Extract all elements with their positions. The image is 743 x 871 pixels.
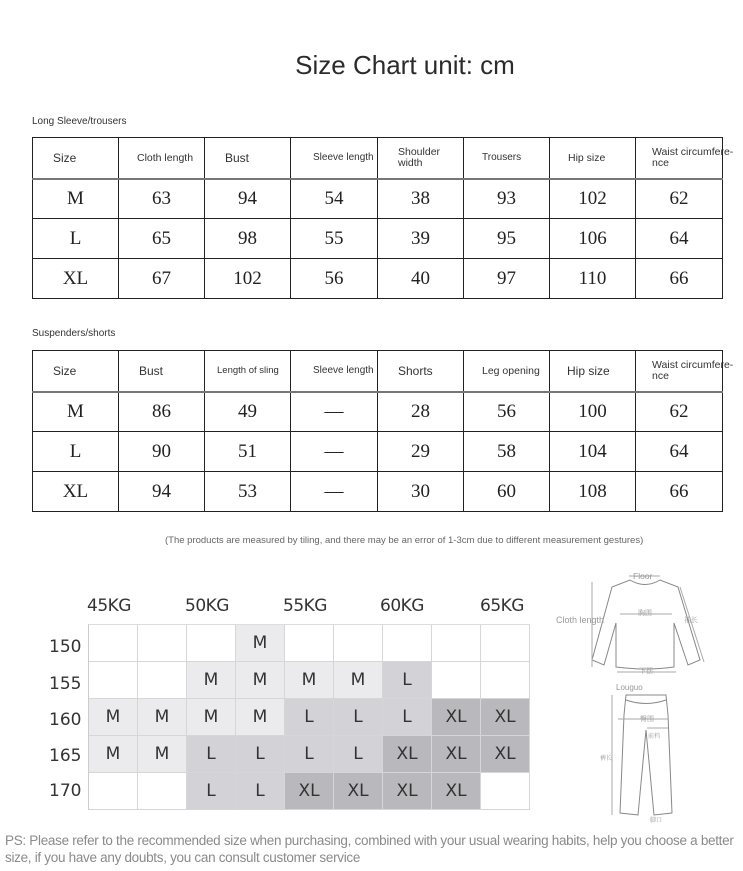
size-grid-cell: L xyxy=(383,699,432,736)
size-grid-cell: M xyxy=(334,662,383,699)
size-cell: XL xyxy=(33,472,119,512)
table-cell: 56 xyxy=(291,259,378,299)
diagram-label-hem: 下摆 xyxy=(639,668,653,675)
size-cell: XL xyxy=(33,259,119,299)
size-cell: M xyxy=(33,392,119,432)
size-grid-cell: L xyxy=(334,736,383,773)
table-cell: 67 xyxy=(119,259,205,299)
size-grid-cell xyxy=(481,773,530,810)
table-cell: 95 xyxy=(464,219,550,259)
size-cell: M xyxy=(33,179,119,219)
size-grid-cell: L xyxy=(187,736,236,773)
table-cell: 66 xyxy=(636,472,723,512)
size-grid-cell: L xyxy=(285,699,334,736)
table-cell: 62 xyxy=(636,392,723,432)
table-row xyxy=(33,392,723,432)
size-grid-cell: M xyxy=(187,662,236,699)
page-title: Size Chart unit: cm xyxy=(295,50,515,80)
size-grid-cell: M xyxy=(285,662,334,699)
table-cell: 49 xyxy=(205,392,291,432)
size-grid-cell xyxy=(432,662,481,699)
size-grid-cell: M xyxy=(89,699,138,736)
header-cell: Bust xyxy=(205,138,291,179)
ps-note: PS: Please refer to the recommended size when purchasing, combined with your usual wearing habits, help you choose a better size, if you have any doubts, you can consult customer service xyxy=(5,833,734,865)
table-cell: 56 xyxy=(464,392,550,432)
size-grid-cell: L xyxy=(383,662,432,699)
size-grid-cell xyxy=(481,662,530,699)
table-cell: 63 xyxy=(119,179,205,219)
table-cell: — xyxy=(291,472,378,512)
size-grid-cell: M xyxy=(138,736,187,773)
size-grid-cell: XL xyxy=(481,736,530,773)
table-cell: 90 xyxy=(119,432,205,472)
table-cell: 58 xyxy=(464,432,550,472)
size-grid-cell: M xyxy=(236,625,285,662)
size-grid-cell: M xyxy=(89,736,138,773)
size-cell: L xyxy=(33,432,119,472)
header-line: nce xyxy=(652,156,669,169)
size-grid-cell: L xyxy=(285,736,334,773)
size-grid-cell xyxy=(138,662,187,699)
table-row xyxy=(33,219,723,259)
header-cell: Size xyxy=(33,138,119,179)
table-cell: 104 xyxy=(550,432,636,472)
size-grid-cell: XL xyxy=(285,773,334,810)
header-line: nce xyxy=(652,369,669,382)
size-table-suspenders xyxy=(32,350,734,512)
size-grid-cell: M xyxy=(187,699,236,736)
weight-label: 55KG xyxy=(283,596,327,616)
table-header-row xyxy=(33,351,723,392)
table-cell: 30 xyxy=(378,472,464,512)
table-cell: 86 xyxy=(119,392,205,432)
table-cell: 94 xyxy=(119,472,205,512)
table-cell: 64 xyxy=(636,219,723,259)
header-cell: Bust xyxy=(119,351,205,392)
table-cell: 102 xyxy=(550,179,636,219)
table-cell: 98 xyxy=(205,219,291,259)
size-grid-cell: XL xyxy=(334,773,383,810)
size-grid-cell xyxy=(285,625,334,662)
header-cell: Hip size xyxy=(550,138,636,179)
table-cell: 39 xyxy=(378,219,464,259)
table-row xyxy=(33,179,723,219)
size-grid-cell xyxy=(89,625,138,662)
table-cell: 66 xyxy=(636,259,723,299)
diagram-label-pants-length: 裤长 xyxy=(600,756,613,762)
table-row xyxy=(33,259,723,299)
table-cell: 29 xyxy=(378,432,464,472)
header-cell: Leg opening xyxy=(464,351,550,392)
size-grid-cell: L xyxy=(334,699,383,736)
size-grid-cell xyxy=(89,773,138,810)
table-header-row xyxy=(33,138,723,179)
table-cell: — xyxy=(291,432,378,472)
header-cell: Shorts xyxy=(378,351,464,392)
section-label-suspenders: Suspenders/shorts xyxy=(32,328,116,339)
height-label: 150 xyxy=(49,637,82,657)
size-grid-cell xyxy=(89,662,138,699)
measurement-note: (The products are measured by tiling, and there may be an error of 1-3cm due to different measurement gestures) xyxy=(165,535,644,546)
weight-label: 60KG xyxy=(380,596,424,616)
table-cell: 100 xyxy=(550,392,636,432)
header-cell: Size xyxy=(33,351,119,392)
size-grid-cell: XL xyxy=(432,699,481,736)
size-grid-cell: XL xyxy=(383,736,432,773)
table-cell: 54 xyxy=(291,179,378,219)
header-cell: Sleeve length xyxy=(291,351,378,392)
height-label: 165 xyxy=(49,746,82,766)
table-cell: 97 xyxy=(464,259,550,299)
diagram-label-floor: Floor xyxy=(633,571,653,581)
header-line: Waist circumfere- xyxy=(652,146,734,159)
table-cell: 53 xyxy=(205,472,291,512)
size-grid-cell: L xyxy=(236,736,285,773)
table-cell: 108 xyxy=(550,472,636,512)
table-cell: 110 xyxy=(550,259,636,299)
size-grid-cell xyxy=(334,625,383,662)
size-grid-cell: XL xyxy=(383,773,432,810)
diagram-label-sleeve: 袖长 xyxy=(684,617,698,624)
table-cell: 62 xyxy=(636,179,723,219)
table-cell: 38 xyxy=(378,179,464,219)
table-row xyxy=(33,472,723,512)
size-grid-cell: XL xyxy=(432,736,481,773)
table-cell: 55 xyxy=(291,219,378,259)
table-cell: 40 xyxy=(378,259,464,299)
size-grid xyxy=(88,624,530,810)
table-cell: 28 xyxy=(378,392,464,432)
size-grid-cell xyxy=(138,625,187,662)
size-grid-cell xyxy=(187,625,236,662)
table-cell: 106 xyxy=(550,219,636,259)
garment-diagram xyxy=(550,565,743,825)
height-label: 170 xyxy=(49,781,82,801)
section-label-long-sleeve: Long Sleeve/trousers xyxy=(32,116,127,127)
table-cell: 60 xyxy=(464,472,550,512)
table-cell: — xyxy=(291,392,378,432)
diagram-label-cloth-length: Cloth length xyxy=(556,615,605,625)
table-cell: 102 xyxy=(205,259,291,299)
header-cell: Length of sling xyxy=(205,351,291,392)
table-cell: 94 xyxy=(205,179,291,219)
header-cell xyxy=(378,138,464,179)
size-grid-cell: L xyxy=(236,773,285,810)
weight-labels xyxy=(40,596,540,620)
header-cell xyxy=(636,351,734,392)
weight-label: 50KG xyxy=(185,596,229,616)
header-cell xyxy=(636,138,734,179)
table-cell: 93 xyxy=(464,179,550,219)
table-cell: 64 xyxy=(636,432,723,472)
table-row xyxy=(33,432,723,472)
weight-label: 65KG xyxy=(480,596,524,616)
header-cell: Sleeve length xyxy=(291,138,378,179)
weight-label: 45KG xyxy=(87,596,131,616)
size-table-long-sleeve xyxy=(32,137,734,299)
size-grid-cell: L xyxy=(187,773,236,810)
table-cell: 65 xyxy=(119,219,205,259)
diagram-label-hip: 臀围 xyxy=(640,716,654,723)
size-grid-cell xyxy=(432,625,481,662)
header-line: width xyxy=(398,156,423,169)
height-label: 160 xyxy=(49,710,82,730)
height-label: 155 xyxy=(49,674,82,694)
size-grid-cell: M xyxy=(236,662,285,699)
diagram-label-leg-opening: 脚口 xyxy=(650,818,663,824)
size-grid-cell xyxy=(481,625,530,662)
header-cell: Trousers xyxy=(464,138,550,179)
diagram-label-bust: 胸围 xyxy=(638,610,652,617)
table-cell: 51 xyxy=(205,432,291,472)
size-grid-cell: XL xyxy=(481,699,530,736)
size-grid-cell xyxy=(138,773,187,810)
size-grid-cell: M xyxy=(236,699,285,736)
header-cell: Cloth length xyxy=(119,138,205,179)
size-cell: L xyxy=(33,219,119,259)
garment-outline-icon xyxy=(550,565,743,825)
header-line: Waist circumfere- xyxy=(652,359,734,372)
diagram-label-rise: 前档 xyxy=(648,734,661,740)
header-cell: Hip size xyxy=(550,351,636,392)
size-grid-cell xyxy=(383,625,432,662)
header-line: Shoulder xyxy=(398,146,441,159)
size-grid-cell: M xyxy=(138,699,187,736)
diagram-label-waist: Louguo xyxy=(616,683,643,692)
size-grid-cell: XL xyxy=(432,773,481,810)
